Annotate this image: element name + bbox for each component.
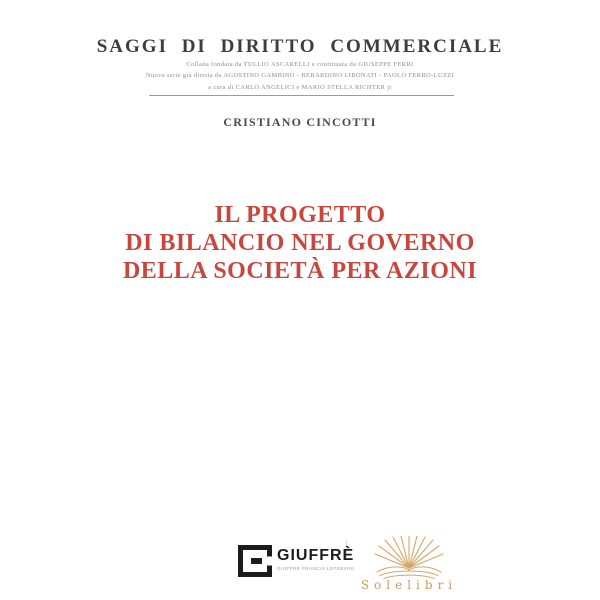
- solelibri-sunbook-icon: [352, 536, 466, 580]
- publisher-name: GIUFFRÈ: [277, 547, 355, 564]
- series-directors-line: Nuova serie già diretta da AGOSTINO GAMBINO - BERARDINO LIBONATI - PAOLO FERRO-LUZZI: [145, 72, 455, 79]
- series-editors-line: a cura di CARLO ANGELICI e MARIO STELLA RICHTER jr: [208, 84, 392, 91]
- series-founders-line: Collana fondata da TULLIO ASCARELLI e continuata da GIUSEPPE FERRI: [186, 61, 414, 68]
- bookseller-logo: [352, 536, 466, 592]
- publisher-text-block: [277, 545, 355, 571]
- publisher-logo: [238, 545, 355, 582]
- series-divider-rule: [149, 95, 454, 96]
- publisher-tagline: GIUFFRÈ FRANCIS LEFEBVRE: [277, 566, 355, 571]
- book-title-line-3: DELLA SOCIETÀ PER AZIONI: [122, 258, 478, 284]
- giuffre-square-g-icon: [238, 545, 272, 582]
- series-title: SAGGI DI DIRITTO COMMERCIALE: [96, 36, 504, 57]
- book-title-line-1: IL PROGETTO: [214, 202, 386, 228]
- author-name: CRISTIANO CINCOTTI: [223, 115, 377, 129]
- book-title-line-2: DI BILANCIO NEL GOVERNO: [125, 230, 475, 256]
- bookseller-name: Solelibri: [360, 578, 458, 592]
- book-title: [0, 201, 600, 285]
